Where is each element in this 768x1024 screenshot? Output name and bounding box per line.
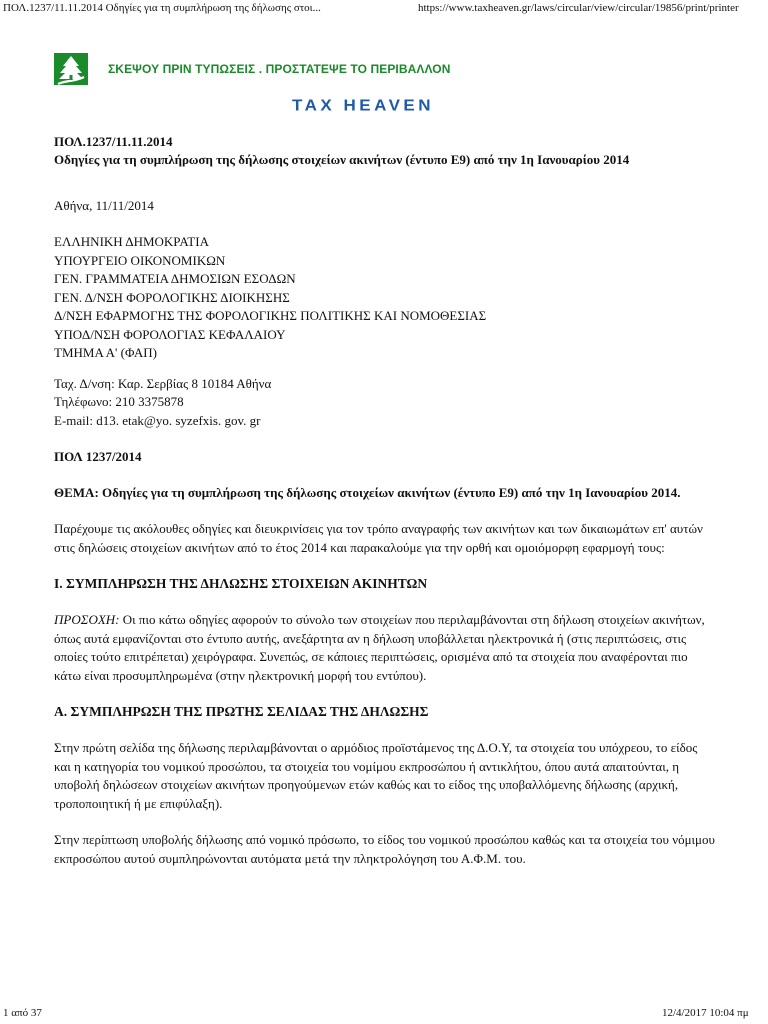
intro-paragraph: Παρέχουμε τις ακόλουθες οδηγίες και διευκρινίσεις για τον τρόπο αναγραφής των ακινήτων και των δικαιωμάτων επ' αυτών στις δηλώσεις στοιχείων ακινήτων από το έτος 2014 και παρακαλούμε για την ορθή και ομοιόμορφη εφαρμογή τους: bbox=[54, 521, 703, 555]
document-body bbox=[54, 133, 716, 868]
section-a-paragraph-1: Στην πρώτη σελίδα της δήλωσης περιλαμβάνονται ο αρμόδιος προϊστάμενος της Δ.Ο.Υ, τα στοιχεία του υπόχρεου, το είδος και η κατηγορία του νομικού προσώπου, τα στοιχεία του νομίμου εκπροσώπου ή αντικλήτου, όπου αυτά απαιτούνται, η υποβολή δηλώσεων στοιχείων ακινήτων προηγούμενων ετών καθώς και το είδος της υποβαλλόμενης δήλωσης (αρχική, τροποποιητική ή με επιφύλαξη). bbox=[54, 740, 698, 811]
contact-email: E-mail: d13. etak@yo. syzefxis. gov. gr bbox=[54, 412, 261, 428]
authority-line: ΓΕΝ. ΓΡΑΜΜΑΤΕΙΑ ΔΗΜΟΣΙΩΝ ΕΣΟΔΩΝ bbox=[54, 271, 296, 286]
page-counter: 1 από 37 bbox=[3, 1007, 42, 1019]
authority-line: ΥΠΟΥΡΓΕΙΟ ΟΙΚΟΝΟΜΙΚΩΝ bbox=[54, 252, 226, 268]
place-date: Αθήνα, 11/11/2014 bbox=[54, 198, 154, 213]
print-header-url: https://www.taxheaven.gr/laws/circular/view/circular/19856/print/printer bbox=[418, 2, 739, 14]
section-a-heading: Α. ΣΥΜΠΛΗΡΩΣΗ ΤΗΣ ΠΡΩΤΗΣ ΣΕΛΙΔΑΣ ΤΗΣ ΔΗΛΩΣΗΣ bbox=[54, 704, 429, 719]
authority-line: Δ/ΝΣΗ ΕΦΑΡΜΟΓΗΣ ΤΗΣ ΦΟΡΟΛΟΓΙΚΗΣ ΠΟΛΙΤΙΚΗΣ ΚΑΙ ΝΟΜΟΘΕΣΙΑΣ bbox=[54, 308, 487, 323]
pol-number: ΠΟΛ 1237/2014 bbox=[54, 449, 142, 464]
authority-line: ΤΜΗΜΑ Α' (ΦΑΠ) bbox=[54, 345, 157, 360]
attention-paragraph bbox=[54, 611, 716, 685]
eco-banner bbox=[54, 52, 451, 86]
contact-address: Ταχ. Δ/νση: Καρ. Σερβίας 8 10184 Αθήνα bbox=[54, 375, 272, 391]
authority-line: ΕΛΛΗΝΙΚΗ ΔΗΜΟΚΡΑΤΙΑ bbox=[54, 234, 209, 249]
eco-slogan: ΣΚΕΨΟΥ ΠΡΙΝ ΤΥΠΩΣΕΙΣ . ΠΡΟΣΤΑΤΕΨΕ ΤΟ ΠΕΡΙΒΑΛΛΟΝ bbox=[108, 62, 451, 76]
issuing-authority bbox=[54, 233, 716, 363]
contact-phone: Τηλέφωνο: 210 3375878 bbox=[54, 394, 184, 409]
authority-line: ΓΕΝ. Δ/ΝΣΗ ΦΟΡΟΛΟΓΙΚΗΣ ΔΙΟΙΚΗΣΗΣ bbox=[54, 289, 290, 305]
print-datetime: 12/4/2017 10:04 πμ bbox=[662, 1007, 749, 1019]
attention-text: Οι πιο κάτω οδηγίες αφορούν το σύνολο των στοιχείων που περιλαμβάνονται στη δήλωση στοιχείων ακινήτων, όπως αυτά εμφανίζονται στο έντυπο αυτής, ανεξάρτητα αν η δήλωση υποβάλλεται ηλεκτρονικά ή (στις περιπτώσεις, στις οποίες τούτο επιτρέπεται) χειρόγραφα. Συνεπώς, σε κάποιες περιπτώσεις, ορισμένα από τα στοιχεία που αναφέρονται πιο κάτω είναι προσυμπληρωμένα (στην ηλεκτρονική μορφή του εντύπου). bbox=[54, 612, 705, 683]
authority-line: ΥΠΟΔ/ΝΣΗ ΦΟΡΟΛΟΓΙΑΣ ΚΕΦΑΛΑΙΟΥ bbox=[54, 326, 286, 342]
document-ref: ΠΟΛ.1237/11.11.2014 bbox=[54, 134, 173, 149]
attention-label: ΠΡΟΣΟΧΗ: bbox=[54, 612, 120, 627]
subject-line: ΘΕΜΑ: Οδηγίες για τη συμπλήρωση της δήλωσης στοιχείων ακινήτων (έντυπο Ε9) από την 1η Ιανουαρίου 2014. bbox=[54, 485, 681, 500]
tree-road-icon bbox=[54, 53, 88, 85]
document-title: Οδηγίες για τη συμπλήρωση της δήλωσης στοιχείων ακινήτων (έντυπο Ε9) από την 1η Ιανουαρίου 2014 bbox=[54, 152, 630, 167]
section-1-heading: Ι. ΣΥΜΠΛΗΡΩΣΗ ΤΗΣ ΔΗΛΩΣΗΣ ΣΤΟΙΧΕΙΩΝ ΑΚΙΝΗΤΩΝ bbox=[54, 576, 428, 591]
contact-info bbox=[54, 375, 716, 431]
taxheaven-logo: TAX HEAVEN bbox=[292, 97, 435, 115]
print-header bbox=[0, 0, 768, 18]
print-footer bbox=[0, 1004, 768, 1024]
section-a-paragraph-2: Στην περίπτωση υποβολής δήλωσης από νομικό πρόσωπο, το είδος του νομικού προσώπου καθώς και τα στοιχεία του νόμιμου εκπροσώπου αυτού συμπληρώνονται αυτόματα μετά την πληκτρολόγηση του Α.Φ.Μ. του. bbox=[54, 832, 715, 866]
print-header-title: ΠΟΛ.1237/11.11.2014 Οδηγίες για τη συμπλήρωση της δήλωσης στοι... bbox=[3, 2, 321, 14]
